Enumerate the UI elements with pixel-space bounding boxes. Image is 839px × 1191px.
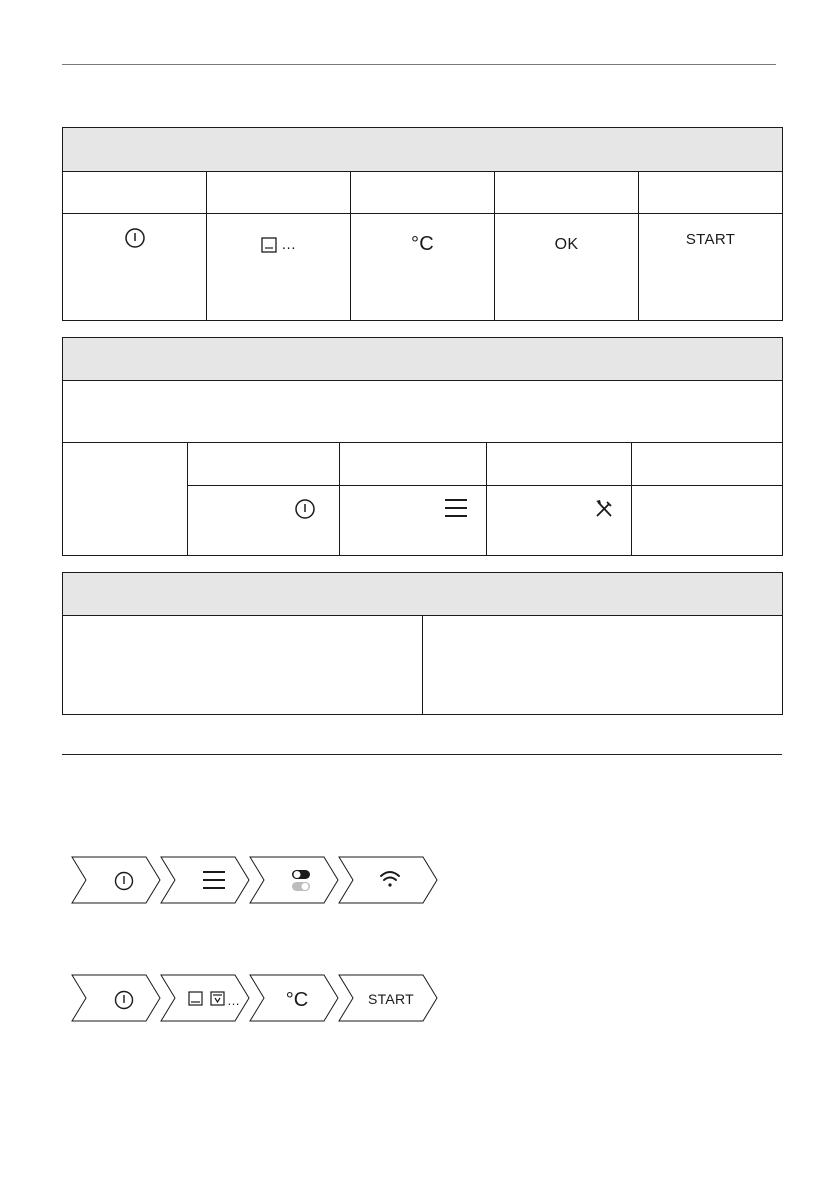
- wifi-icon: [381, 872, 399, 887]
- controls-col-5: [639, 172, 783, 214]
- controls-col-2: [207, 172, 351, 214]
- menu-col-4: [632, 443, 783, 486]
- menu-col-1: [188, 443, 340, 486]
- menu-cell-empty: [632, 486, 783, 556]
- menu-icon: [203, 872, 225, 888]
- setup-flow: [70, 855, 442, 905]
- controls-cell-oven: [207, 214, 351, 321]
- controls-col-3: [351, 172, 495, 214]
- start-label: START: [367, 991, 415, 1007]
- power-icon: [116, 873, 133, 890]
- menu-icon: [444, 498, 468, 518]
- menu-table: [62, 337, 783, 556]
- info-cell-right: [423, 616, 783, 715]
- menu-cell-assisted: [487, 486, 632, 556]
- power-icon: [294, 498, 316, 520]
- menu-cell-menu: [340, 486, 487, 556]
- cutlery-icon: [594, 499, 614, 519]
- controls-col-1: [63, 172, 207, 214]
- controls-cell-power: [63, 214, 207, 321]
- power-icon: [124, 227, 146, 249]
- info-cell-left: [63, 616, 423, 715]
- controls-col-4: [495, 172, 639, 214]
- oven-modes-icon: [189, 992, 224, 1005]
- menu-table-description: [63, 381, 783, 443]
- info-table-header: [63, 573, 783, 616]
- setup-step-3: [250, 857, 338, 903]
- celsius-icon: °C: [410, 233, 435, 255]
- menu-col-2: [340, 443, 487, 486]
- celsius-icon: °C: [285, 989, 309, 1011]
- cooking-flow: [70, 973, 442, 1023]
- section-rule: [62, 754, 782, 755]
- controls-cell-start: [639, 214, 783, 321]
- info-table: [62, 572, 783, 715]
- oven-icon: [261, 237, 277, 253]
- toggle-settings-icon: [292, 870, 310, 891]
- setup-step-4: [339, 857, 437, 903]
- ok-label: OK: [554, 236, 579, 253]
- controls-cell-temp: [351, 214, 495, 321]
- controls-table-header: [63, 128, 783, 172]
- menu-table-header: [63, 338, 783, 381]
- menu-row-label: [63, 443, 188, 556]
- controls-table: [62, 127, 783, 321]
- oven-modes-ellipsis: …: [227, 993, 240, 1008]
- start-label: START: [685, 231, 736, 248]
- header-rule: [62, 64, 776, 65]
- power-icon: [116, 992, 133, 1009]
- oven-ellipsis: …: [281, 236, 297, 253]
- menu-cell-power: [188, 486, 340, 556]
- controls-cell-ok: [495, 214, 639, 321]
- menu-col-3: [487, 443, 632, 486]
